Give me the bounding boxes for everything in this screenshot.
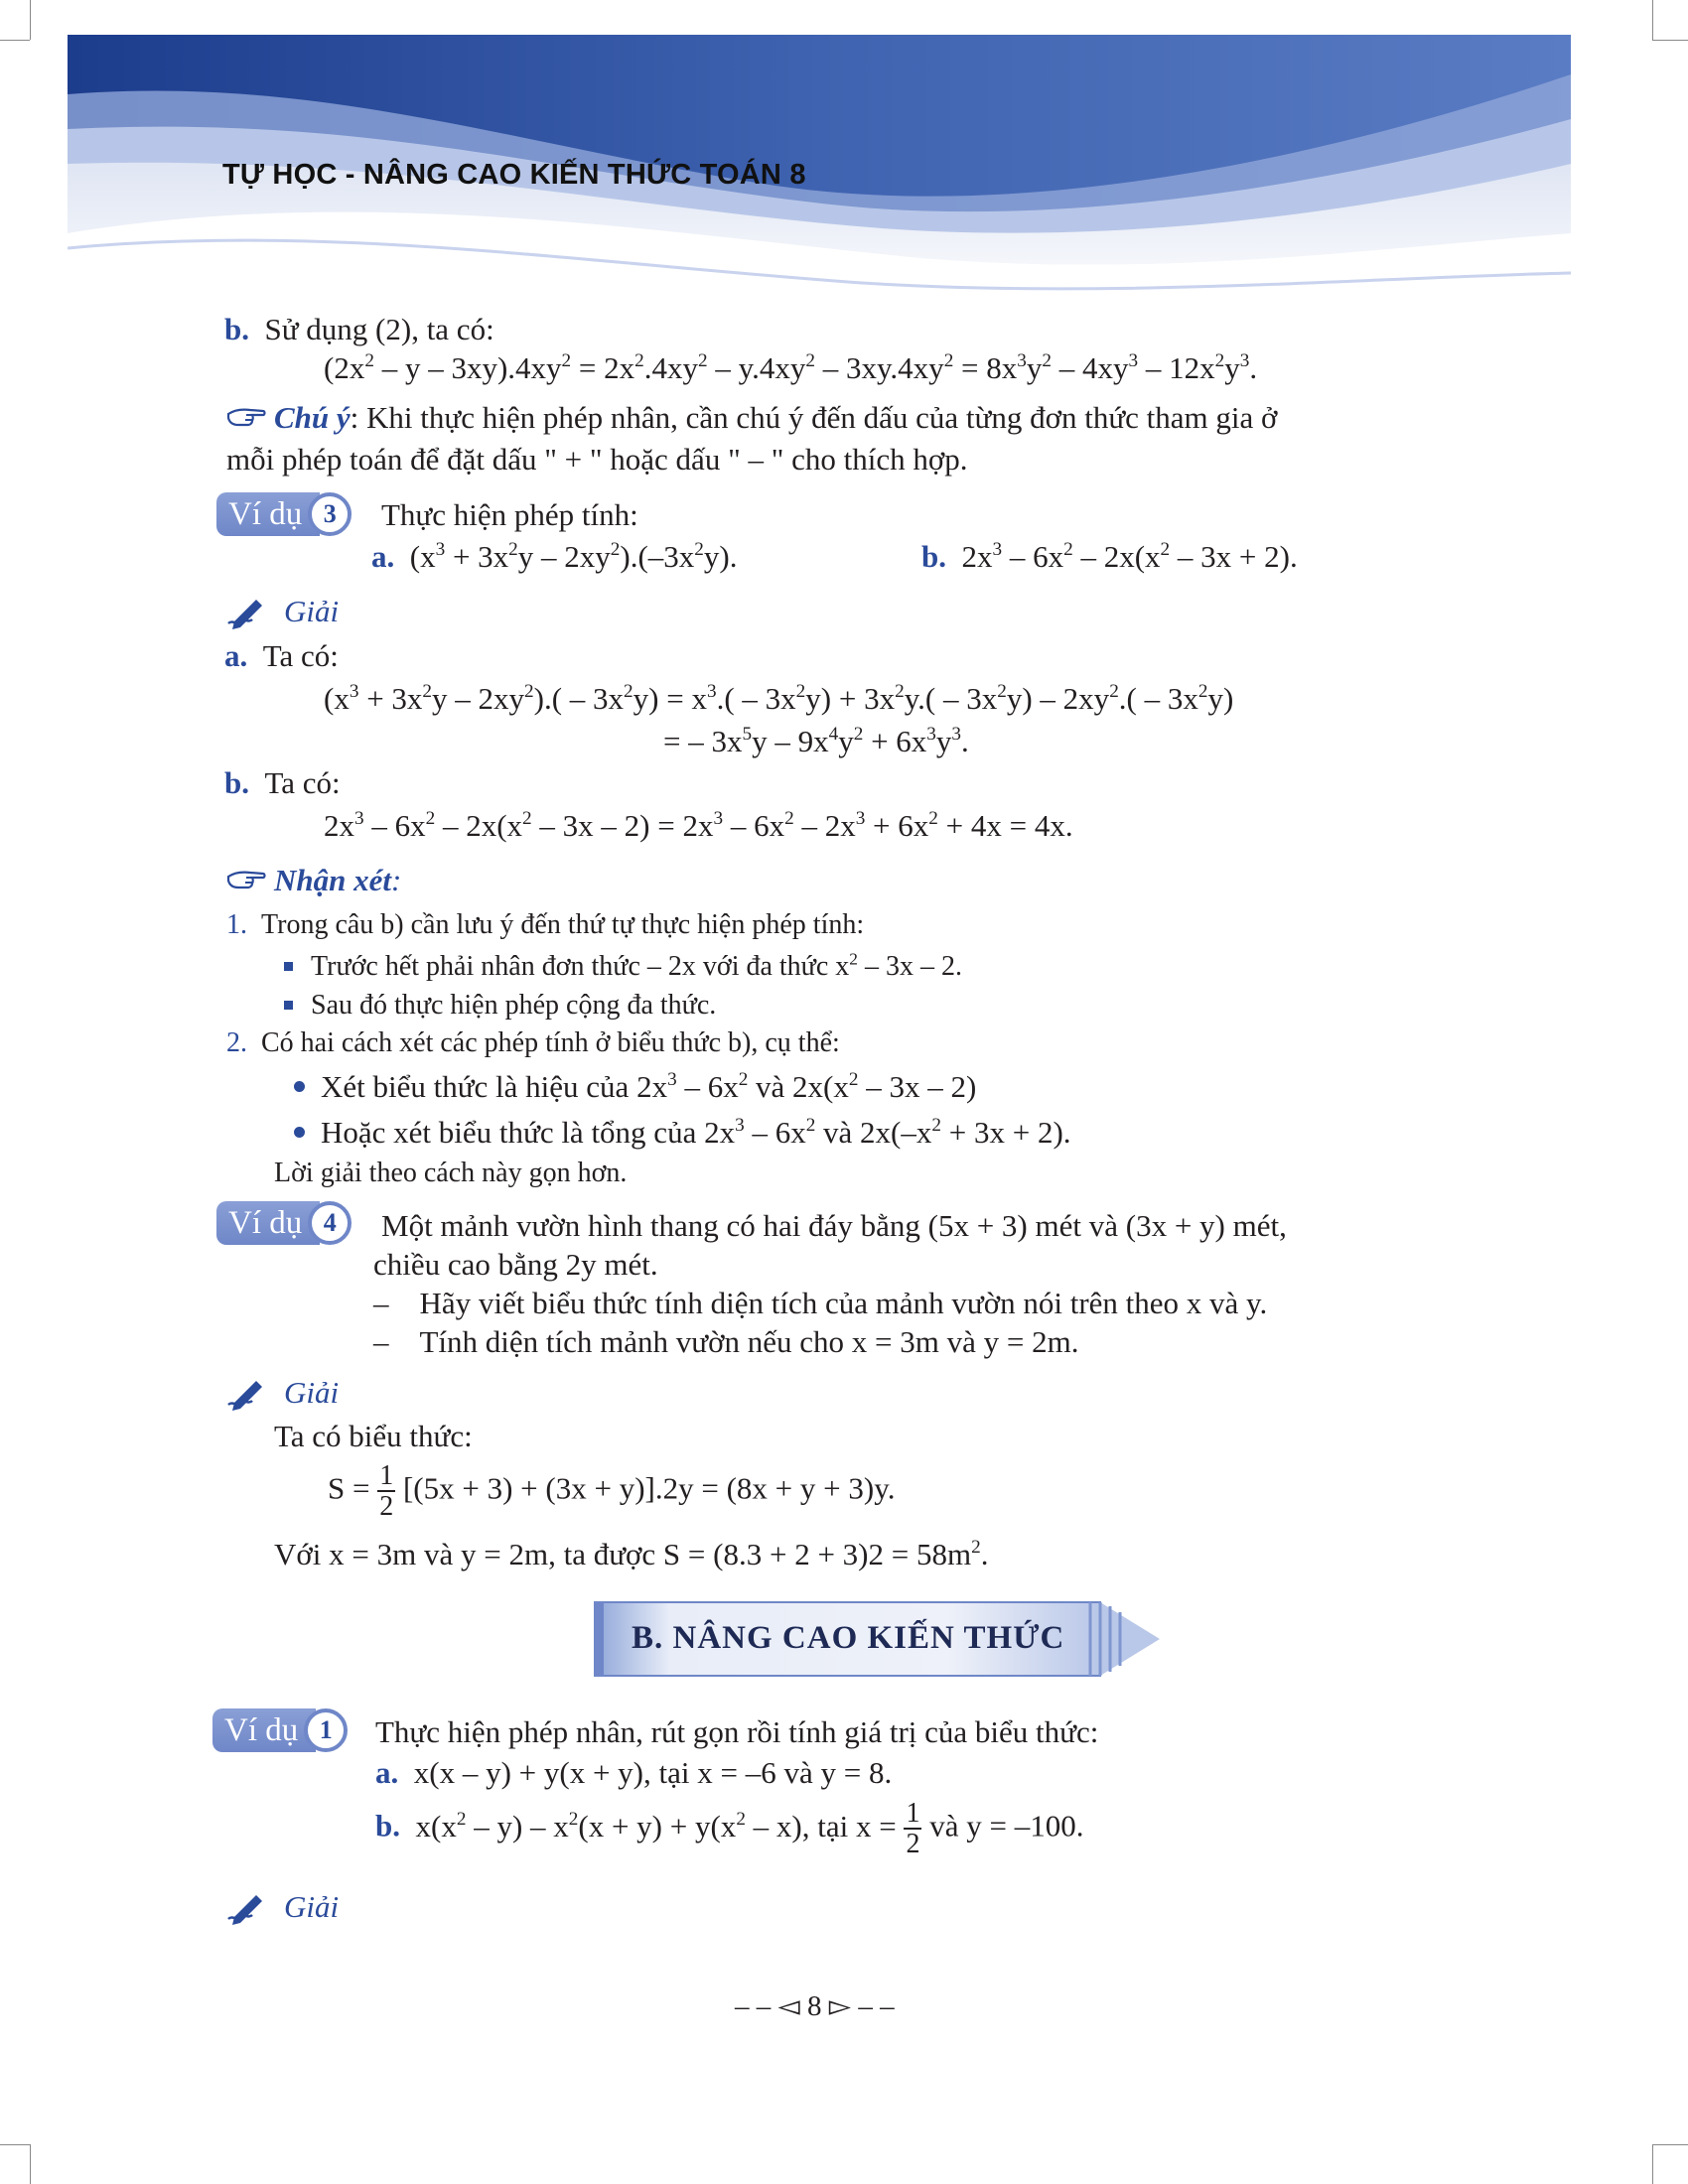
example-b1-solution-title: Giải: [226, 1889, 339, 1925]
note-line2: mỗi phép toán để đặt dấu " + " hoặc dấu " – " cho thích hợp.: [226, 442, 968, 477]
solution-4-formula: S = $\frac{1}{2}$ [(5x + 3) + (3x + y)].2y = (8x + y + 3)y.: [328, 1460, 896, 1523]
note-line1: [226, 402, 1277, 433]
bullet-dot-icon: [294, 1081, 305, 1092]
solution-4-result: Với x = 3m và y = 2m, ta được $S = (8.3 + 2 + 3)2 = 58m^2$.: [274, 1537, 989, 1571]
solution-4-title: Giải: [226, 1375, 339, 1411]
crop-mark-tl-v: [30, 0, 31, 40]
solution-3-a-intro: a. Ta có:: [224, 638, 339, 673]
remark-item-2b: Hoặc xét biểu thức là tổng của $2x^3 - 6x^2$ và $2x(-x^2 + 3x + 2)$.: [294, 1117, 1071, 1148]
solution-3-title: Giải: [226, 594, 339, 629]
bullet-dot-icon: [294, 1127, 305, 1138]
crop-mark-tr-h: [1652, 40, 1688, 41]
example-badge-label: Ví dụ: [216, 492, 320, 536]
example-b1-badge: [212, 1708, 348, 1752]
crop-mark-br-h: [1652, 2144, 1688, 2145]
crop-mark-br-v: [1652, 2144, 1653, 2184]
example-3-part-b: b. $2x^3 - 6x^2 - 2x(x^2 - 3x + 2)$.: [921, 539, 1298, 574]
example-b1-prompt: Thực hiện phép nhân, rút gọn rồi tính giá trị của biểu thức:: [375, 1714, 1099, 1749]
pointing-hand-icon: [226, 406, 266, 430]
example-b1-part-a: a. x(x – y) + y(x + y), tại x = –6 và y = 8.: [375, 1755, 893, 1790]
example-badge-label: Ví dụ: [212, 1708, 316, 1752]
example-badge-number: 1: [304, 1708, 348, 1752]
example-b1-part-b: b. $x(x^2 - y) - x^2(x + y) + y(x^2 - x)$, tại x = $\frac{1}{2}$ và y = –100.: [375, 1798, 1084, 1860]
example-3-part-a: a. $(x^3 + 3x^2y - 2xy^2).(-3x^2y)$.: [371, 539, 738, 574]
solution-3-b-line: $2x^3 - 6x^2 - 2x(x^2 - 3x - 2) = 2x^3 - 6x^2 - 2x^3 + 6x^2 + 4x = 4x$.: [324, 808, 1073, 843]
remark-item-2: 2. Có hai cách xét các phép tính ở biểu thức b), cụ thể:: [226, 1027, 840, 1058]
example-badge-number: 3: [308, 492, 352, 536]
bullet-square-icon: [284, 962, 293, 971]
crop-mark-tl-h: [0, 40, 30, 41]
example-3-badge: [216, 492, 352, 536]
b-label: b.: [224, 312, 249, 346]
b-expression: $(2x^2 - y - 3xy).4xy^2 = 2x^2.4xy^2 - y.4xy^2 - 3xy.4xy^2 = 8x^3y^2 - 4xy^3 - 12x^2y^3$.: [324, 350, 1258, 385]
remark-item-1a: Trước hết phải nhân đơn thức – 2x với đa thức $x^2 - 3x - 2$.: [284, 953, 962, 981]
remark-item-1b: Sau đó thực hiện phép cộng đa thức.: [284, 992, 716, 1020]
pointing-hand-icon: [226, 869, 266, 892]
remark-item-2c: Lời giải theo cách này gọn hơn.: [274, 1158, 628, 1188]
pen-writing-icon: [226, 594, 270, 629]
solution-3-a-line2: = – $3x^5y - 9x^4y^2 + 6x^3y^3$.: [663, 724, 969, 758]
crop-mark-bl-h: [0, 2144, 30, 2145]
page-number: – – ◅ 8 ▻ – –: [735, 1990, 895, 2022]
note-label: Chú ý: [274, 400, 351, 435]
header-title: TỰ HỌC - NÂNG CAO KIẾN THỨC TOÁN 8: [222, 159, 806, 191]
note-text-1: : Khi thực hiện phép nhân, cần chú ý đến dấu của từng đơn thức tham gia ở: [350, 400, 1278, 435]
example-4-line2: chiều cao bằng 2y mét.: [373, 1247, 658, 1282]
remark-title: Nhận xét:: [226, 865, 401, 895]
pen-writing-icon: [226, 1375, 270, 1411]
solution-3-b-intro: b. Ta có:: [224, 765, 341, 800]
example-4-badge: [216, 1201, 352, 1245]
example-4-item1: – Hãy viết biểu thức tính diện tích của mảnh vườn nói trên theo x và y.: [373, 1286, 1268, 1320]
solution-4-intro: Ta có biểu thức:: [274, 1419, 473, 1453]
fraction-one-half: $\frac{1}{2}$: [906, 1798, 920, 1860]
example-3-prompt: Thực hiện phép tính:: [381, 497, 638, 532]
b-intro: [224, 314, 494, 344]
example-badge-number: 4: [308, 1201, 352, 1245]
remark-item-2a: Xét biểu thức là hiệu của $2x^3 - 6x^2$ và $2x(x^2 - 3x - 2)$: [294, 1071, 976, 1102]
b-intro-text: Sử dụng (2), ta có:: [264, 312, 494, 346]
crop-mark-tr-v: [1652, 0, 1653, 40]
fraction-one-half: $\frac{1}{2}$: [379, 1460, 394, 1523]
remark-item-1: 1. Trong câu b) cần lưu ý đến thứ tự thực hiện phép tính:: [226, 909, 865, 940]
section-b-title: B. NÂNG CAO KIẾN THỨC: [632, 1620, 1065, 1656]
bullet-square-icon: [284, 1001, 293, 1010]
crop-mark-bl-v: [30, 2144, 31, 2184]
example-4-line1: Một mảnh vườn hình thang có hai đáy bằng (5x + 3) mét và (3x + y) mét,: [381, 1208, 1287, 1243]
example-4-item2: – Tính diện tích mảnh vườn nếu cho x = 3m và y = 2m.: [373, 1324, 1079, 1359]
example-badge-label: Ví dụ: [216, 1201, 320, 1245]
solution-3-a-line1: $(x^3 + 3x^2y - 2xy^2).( - 3x^2y) = x^3.( - 3x^2y) + 3x^2y.( - 3x^2y) - 2xy^2.( - 3x^2y)$: [324, 681, 1234, 716]
pen-writing-icon: [226, 1889, 270, 1925]
